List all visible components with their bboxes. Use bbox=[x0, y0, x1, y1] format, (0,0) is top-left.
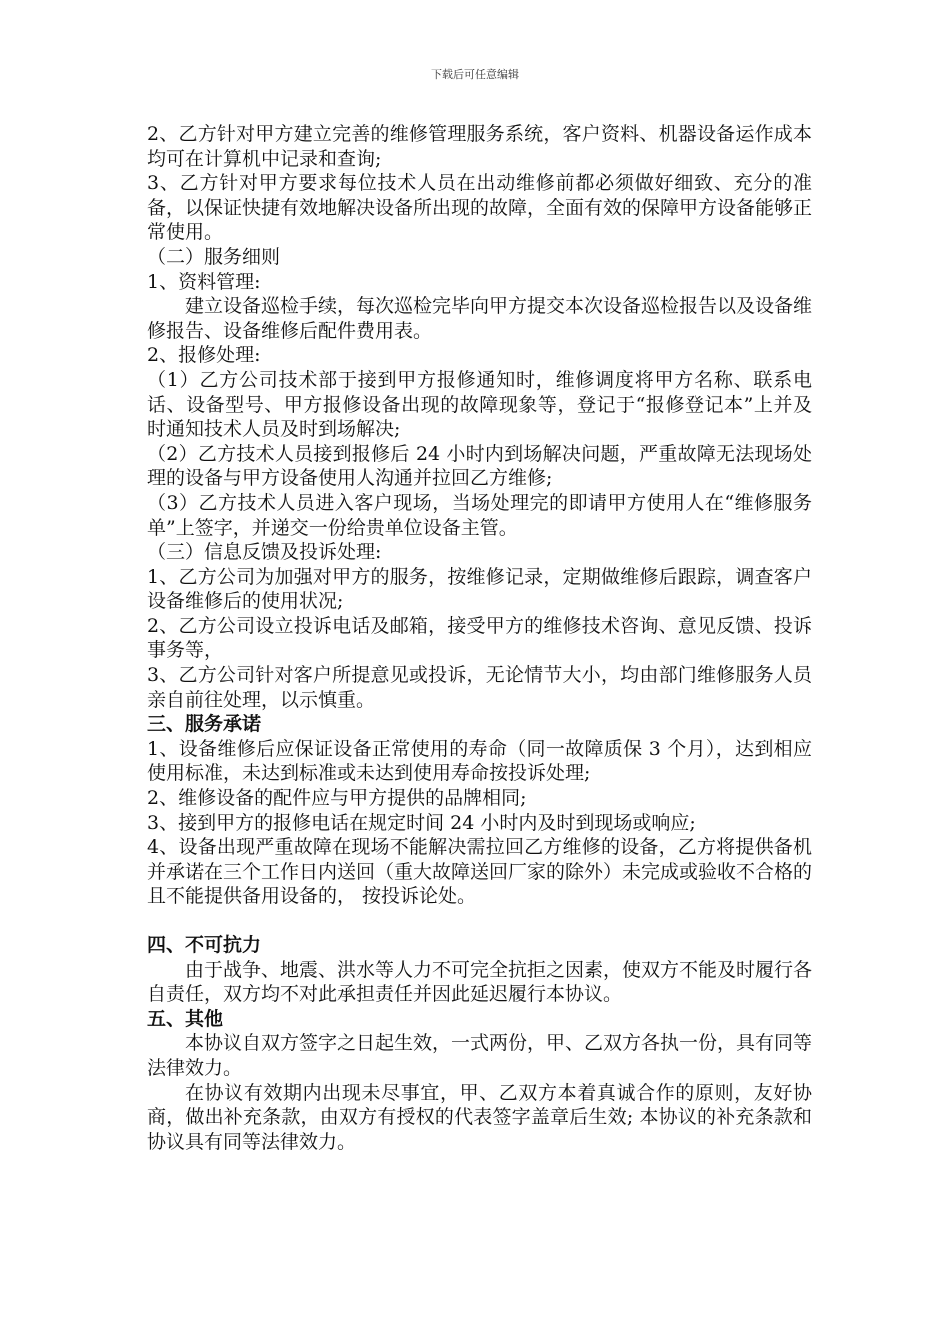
section-feedback: （三）信息反馈及投诉处理: bbox=[147, 541, 382, 564]
feedback-2: 2、乙方公司设立投诉电话及邮箱，接受甲方的维修技术咨询、意见反馈、投诉事务等， bbox=[147, 614, 812, 662]
item-data-management: 1、资料管理: bbox=[147, 270, 261, 293]
clause-3: 3、乙方针对甲方要求每位技术人员在出动维修前都必须做好细致、充分的准备，以保证快捷有效地解决设备所出现的故障，全面有效的保障甲方设备能够正常使用。 bbox=[147, 172, 813, 244]
page-header: 下载后可任意编辑 bbox=[431, 68, 519, 81]
paragraph-inspection: 建立设备巡检手续，每次巡检完毕向甲方提交本次设备巡检报告以及设备维修报告、设备维修后配件费用表。 bbox=[147, 295, 813, 342]
heading-force-majeure: 四、不可抗力 bbox=[147, 934, 262, 956]
paragraph-effective: 本协议自双方签字之日起生效，一式两份，甲、乙双方各执一份，具有同等法律效力。 bbox=[147, 1032, 813, 1079]
document-body bbox=[147, 122, 812, 1154]
spacer bbox=[147, 909, 812, 933]
commitment-4: 4、设备出现严重故障在现场不能解决需拉回乙方维修的设备，乙方将提供备机并承诺在三个工作日内送回（重大故障送回厂家的除外）未完成或验收不合格的且不能提供备用设备的， 按投诉论处。 bbox=[147, 836, 813, 908]
section-service-details: （二）服务细则 bbox=[147, 245, 281, 268]
repair-step-3: （3）乙方技术人员进入客户现场，当场处理完的即请甲方使用人在“维修服务单”上签字，并递交一份给贵单位设备主管。 bbox=[147, 491, 812, 539]
heading-service-commitment: 三、服务承诺 bbox=[147, 713, 262, 736]
repair-step-2: （2）乙方技术人员接到报修后 24 小时内到场解决问题，严重故障无法现场处理的设备与甲方设备使用人沟通并拉回乙方维修; bbox=[147, 442, 812, 490]
paragraph-supplement: 在协议有效期内出现未尽事宜，甲、乙双方本着真诚合作的原则，友好协商，做出补充条款，由双方有授权的代表签字盖章后生效; 本协议的补充条款和协议具有同等法律效力。 bbox=[147, 1081, 812, 1153]
clause-2: 2、乙方针对甲方建立完善的维修管理服务系统，客户资料、机器设备运作成本均可在计算机中记录和查询; bbox=[147, 123, 812, 170]
commitment-1: 1、设备维修后应保证设备正常使用的寿命（同一故障质保 3 个月），达到相应使用标准，未达到标准或未达到使用寿命按投诉处理; bbox=[147, 737, 812, 785]
item-repair-handling: 2、报修处理: bbox=[147, 344, 261, 367]
feedback-3: 3、乙方公司针对客户所提意见或投诉，无论情节大小，均由部门维修服务人员亲自前往处理，以示慎重。 bbox=[147, 664, 812, 711]
heading-other: 五、其他 bbox=[147, 1007, 224, 1030]
feedback-1: 1、乙方公司为加强对甲方的服务，按维修记录，定期做维修后跟踪，调查客户设备维修后的使用状况; bbox=[147, 565, 812, 613]
commitment-2: 2、维修设备的配件应与甲方提供的品牌相同; bbox=[147, 787, 527, 810]
repair-step-1: （1）乙方公司技术部于接到甲方报修通知时，维修调度将甲方名称、联系电话、设备型号、甲方报修设备出现的故障现象等，登记于“报修登记本”上并及时通知技术人员及时到场解决; bbox=[147, 368, 812, 441]
commitment-3: 3、接到甲方的报修电话在规定时间 24 小时内及时到现场或响应; bbox=[147, 811, 696, 834]
paragraph-force-majeure: 由于战争、地震、洪水等人力不可完全抗拒之因素，使双方不能及时履行各自责任，双方均不对此承担责任并因此延迟履行本协议。 bbox=[147, 958, 813, 1006]
